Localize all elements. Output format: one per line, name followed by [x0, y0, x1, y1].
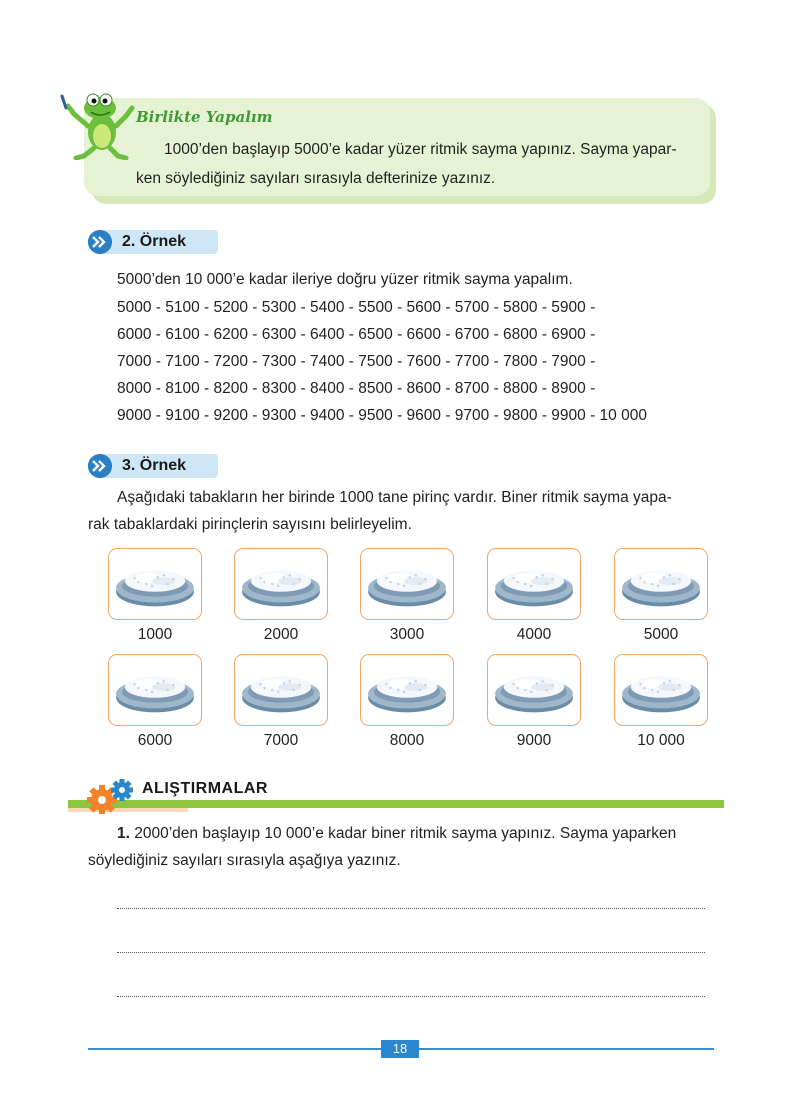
- example-2-header: [88, 230, 228, 254]
- example-2-sequence: [117, 294, 647, 429]
- answer-line-2[interactable]: [117, 950, 705, 953]
- example-3-line-1: Aşağıdaki tabakların her birinde 1000 tane pirinç vardır. Biner ritmik sayma yapa-: [117, 489, 672, 506]
- exercise-1-line-2: söylediğiniz sayıları sırasıyla aşağıya yazınız.: [88, 852, 401, 869]
- rice-plate-icon: [235, 549, 327, 619]
- plate-count-label: 8000: [389, 732, 425, 749]
- activity-line-2: ken söylediğiniz sayıları sırasıyla defterinize yazınız.: [136, 170, 496, 187]
- rice-plate-icon: [361, 549, 453, 619]
- rice-plate-card: [234, 548, 328, 620]
- example-3-label: 3. Örnek: [122, 457, 187, 474]
- answer-line-1[interactable]: [117, 906, 705, 909]
- plate-count-label: 7000: [263, 732, 299, 749]
- sequence-line: 7000 - 7100 - 7200 - 7300 - 7400 - 7500 - 7600 - 7700 - 7800 - 7900 -: [117, 353, 596, 370]
- double-chevron-icon: [88, 230, 112, 254]
- example-3-line-2: rak tabaklardaki pirinçlerin sayısını belirleyelim.: [88, 516, 412, 533]
- example-3-header: [88, 454, 228, 478]
- rice-plate-icon: [615, 549, 707, 619]
- example-2-label: 2. Örnek: [122, 233, 187, 250]
- frog-mascot-icon: [60, 88, 140, 160]
- sequence-line: 5000 - 5100 - 5200 - 5300 - 5400 - 5500 - 5600 - 5700 - 5800 - 5900 -: [117, 299, 596, 316]
- rice-plate-icon: [109, 655, 201, 725]
- plate-count-label: 4000: [516, 626, 552, 643]
- plate-count-label: 3000: [389, 626, 425, 643]
- rice-plate-card: [108, 654, 202, 726]
- rice-plate-card: [487, 548, 581, 620]
- sequence-line: 9000 - 9100 - 9200 - 9300 - 9400 - 9500 - 9600 - 9700 - 9800 - 9900 - 10 000: [117, 407, 647, 424]
- exercise-bar: [68, 800, 724, 808]
- activity-text: [136, 135, 701, 193]
- rice-plate-card: [108, 548, 202, 620]
- plate-count-label: 1000: [137, 626, 173, 643]
- example-3-text: [88, 484, 718, 538]
- sequence-line: 8000 - 8100 - 8200 - 8300 - 8400 - 8500 - 8600 - 8700 - 8800 - 8900 -: [117, 380, 596, 397]
- rice-plate-card: [614, 654, 708, 726]
- plate-count-label: 6000: [137, 732, 173, 749]
- exercise-1-number: 1.: [117, 825, 130, 842]
- exercise-1-line-1: 2000’den başlayıp 10 000’e kadar biner ritmik sayma yapınız. Sayma yaparken: [134, 825, 677, 842]
- double-chevron-icon: [88, 454, 112, 478]
- rice-plate-card: [487, 654, 581, 726]
- rice-plate-icon: [488, 655, 580, 725]
- rice-plate-card: [234, 654, 328, 726]
- rice-plate-icon: [615, 655, 707, 725]
- plate-count-label: 5000: [643, 626, 679, 643]
- rice-plate-card: [360, 548, 454, 620]
- answer-line-3[interactable]: [117, 994, 705, 997]
- exercises-title: ALIŞTIRMALAR: [142, 780, 268, 797]
- rice-plate-icon: [361, 655, 453, 725]
- gears-icon: [86, 778, 138, 814]
- rice-plate-card: [360, 654, 454, 726]
- rice-plate-icon: [109, 549, 201, 619]
- sequence-line: 6000 - 6100 - 6200 - 6300 - 6400 - 6500 - 6600 - 6700 - 6800 - 6900 -: [117, 326, 596, 343]
- plate-count-label: 9000: [516, 732, 552, 749]
- example-2-intro: 5000’den 10 000’e kadar ileriye doğru yüzer ritmik sayma yapalım.: [117, 271, 573, 288]
- page-number: 18: [381, 1040, 419, 1058]
- plate-count-label: 2000: [263, 626, 299, 643]
- rice-plate-icon: [488, 549, 580, 619]
- activity-title: Birlikte Yapalım: [136, 108, 273, 126]
- exercise-1-text: [88, 820, 718, 874]
- activity-line-1: 1000’den başlayıp 5000’e kadar yüzer ritmik sayma yapınız. Sayma yapar-: [164, 141, 677, 158]
- plate-count-label: 10 000: [637, 732, 685, 749]
- rice-plate-icon: [235, 655, 327, 725]
- rice-plate-card: [614, 548, 708, 620]
